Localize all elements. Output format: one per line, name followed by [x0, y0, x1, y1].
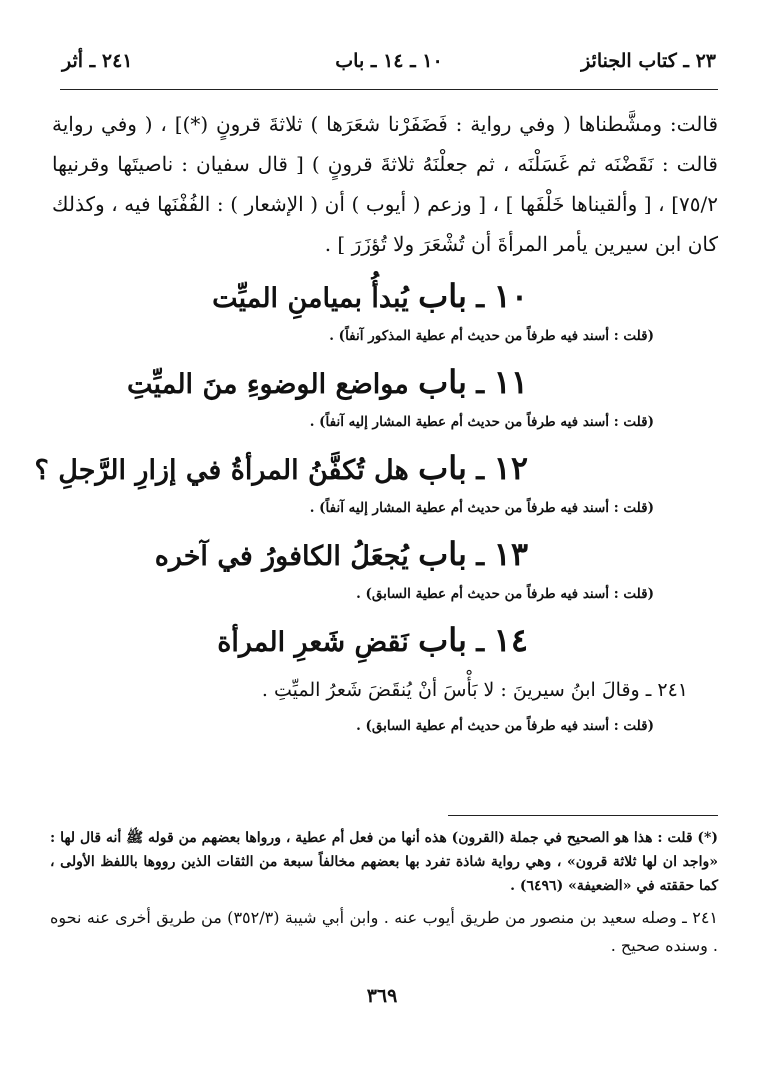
chapter-heading-12: ١٢ ـ باب هل تُكفَّنُ المرأةُ في إزارِ الرَّجلِ ؟: [34, 449, 528, 487]
chapter-heading-13: ١٣ ـ باب يُجعَلُ الكافورُ في آخره: [154, 535, 528, 573]
footnote-241: ٢٤١ ـ وصله سعيد بن منصور من طريق أيوب عنه . وابن أبي شيبة (٣٥٢/٣) من طريق أخرى عنه نحوه . وسنده صحيح .: [50, 908, 719, 955]
chapter-note-12: (قلت : أسند فيه طرفاً من حديث أم عطية المشار إليه آنفاً) .: [309, 500, 654, 516]
chapter-word: باب: [418, 363, 467, 401]
opening-paragraph: قالت: ومشَّطناها ( وفي رواية : فَضَفَرْنا شعَرَها ) ثلاثةَ قرونٍ (*)] ، ( وفي رواية قالت : نَقَضْنَه ثم غَسَلْنَه ، ثم جعلْنَهُ ثلاثةَ قرونٍ ) [ قال سفيان : ناصيتَها وقرنيها ٧٥/٢] ، [ وألقيناها خَلْفَها ] ، [ وزعم ( أيوب ) أن ( الإشعار ) : الفُفْنَها فيه ، وكذلك كان ابن سيرين يأمر المرأةَ أن تُشْعَرَ ولا تُؤزَرَ ] .: [52, 112, 718, 256]
header-divider: [60, 89, 718, 90]
footnote-star: (*) قلت : هذا هو الصحيح في جملة (القرون) هذه أنها من فعل أم عطية ، ورواها بعضهم من قوله ﷺ أنه قال لها : «واجد ان لها ثلاثة قرون» ، وهي رواية شاذة تفرد بها بعضهم مخالفاً سبعة من الثقات الذين رووها باللفظ الأولى ، كما حققته في «الضعيفة» (٦٤٩٦) .: [50, 830, 718, 894]
chapter-heading-10: ١٠ ـ باب يُبدأُ بميامنِ الميِّت: [212, 277, 528, 315]
chapter-title: يُجعَلُ الكافورُ في آخره: [154, 541, 409, 572]
header-athar-number: ٢٤١ ـ أثر: [62, 50, 133, 72]
running-header: [62, 44, 716, 84]
main-text: [34, 104, 718, 744]
chapter-number: ١٣: [493, 535, 528, 573]
chapter-heading-14: ١٤ ـ باب نَقضِ شَعرِ المرأة: [217, 621, 528, 659]
footnote-divider: [448, 815, 718, 816]
chapter-note-14: (قلت : أسند فيه طرفاً من حديث أم عطية السابق) .: [356, 718, 654, 734]
chapter-note-11: (قلت : أسند فيه طرفاً من حديث أم عطية المشار إليه آنفاً) .: [309, 414, 654, 430]
header-book-title: ٢٣ ـ كتاب الجنائز: [581, 50, 716, 72]
chapter-note-13: (قلت : أسند فيه طرفاً من حديث أم عطية السابق) .: [356, 586, 654, 602]
chapter-word: باب: [418, 277, 467, 315]
chapter-word: باب: [418, 621, 467, 659]
chapter-title: نَقضِ شَعرِ المرأة: [217, 627, 409, 658]
chapter-number: ١١: [493, 363, 528, 401]
chapter-number: ١٢: [493, 449, 528, 487]
chapter-heading-11: ١١ ـ باب مواضع الوضوءِ منَ الميِّتِ: [127, 363, 528, 401]
chapter-title: يُبدأُ بميامنِ الميِّت: [212, 283, 409, 314]
chapter-title: مواضع الوضوءِ منَ الميِّتِ: [127, 369, 409, 400]
hadith-241: ٢٤١ ـ وقالَ ابنُ سيرينَ : لا بَأْسَ أنْ يُنقَضَ شَعرُ الميِّتِ .: [261, 679, 688, 701]
chapter-note-10: (قلت : أسند فيه طرفاً من حديث أم عطية المذكور آنفاً) .: [329, 328, 654, 344]
chapter-number: ١٤: [493, 621, 528, 659]
header-chapter-range: ١٠ ـ ١٤ ـ باب: [335, 50, 443, 72]
chapter-word: باب: [418, 535, 467, 573]
footnotes: [50, 826, 718, 960]
page-number: ٣٦٩: [366, 985, 398, 1007]
chapter-word: باب: [418, 449, 467, 487]
chapter-title: هل تُكفَّنُ المرأةُ في إزارِ الرَّجلِ ؟: [34, 455, 409, 486]
chapter-number: ١٠: [493, 277, 528, 315]
